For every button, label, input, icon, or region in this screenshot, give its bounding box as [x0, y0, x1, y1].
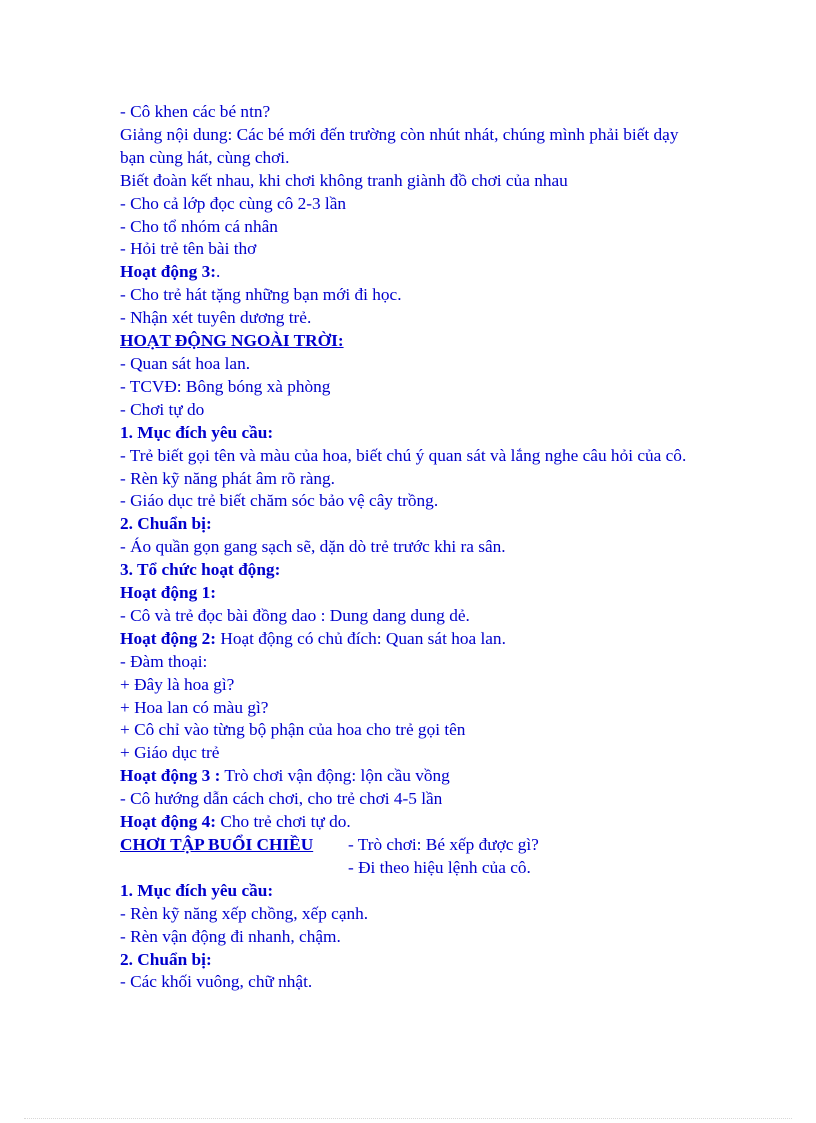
text-line: - Cho tổ nhóm cá nhân [120, 216, 278, 236]
text-line: - Đàm thoại: [120, 651, 208, 671]
text-line: - Nhận xét tuyên dương trẻ. [120, 308, 312, 328]
text-line: - Chơi tự do [120, 399, 205, 419]
text-line: - Rèn kỹ năng xếp chồng, xếp cạnh. [120, 903, 369, 923]
text-line: - Cho trẻ hát tặng những bạn mới đi học. [120, 285, 402, 305]
text-line: - Cô hướng dẫn cách chơi, cho trẻ chơi 4-5 lần [120, 789, 443, 809]
text-line: + Đây là hoa gì? [120, 674, 235, 694]
afternoon-section [120, 834, 740, 880]
activity-label: Hoạt động 3: [120, 262, 217, 282]
activity-label: Hoạt động 4: [120, 812, 217, 832]
text-line: - Đi theo hiệu lệnh của cô. [348, 857, 531, 877]
afternoon-title-col [120, 834, 348, 880]
text-line: - Rèn vận động đi nhanh, chậm. [120, 926, 341, 946]
activity-heading [120, 261, 740, 284]
text-line: - TCVĐ: Bông bóng xà phòng [120, 376, 331, 396]
text-line: + Hoa lan có màu gì? [120, 697, 269, 717]
text-line: - Các khối vuông, chữ nhật. [120, 972, 313, 992]
text-line: - Cô khen các bé ntn? [120, 102, 271, 121]
activity-line [120, 765, 740, 788]
activity-line [120, 811, 740, 834]
text-line: - Áo quần gọn gang sạch sẽ, dặn dò trẻ trước khi ra sân. [120, 537, 506, 557]
subsection-heading: 1. Mục đích yêu cầu: [120, 880, 274, 900]
text-line: - Trò chơi: Bé xếp được gì? [348, 835, 539, 854]
document-page [120, 101, 740, 994]
text-line: + Cô chỉ vào từng bộ phận của hoa cho trẻ gọi tên [120, 720, 466, 740]
activity-line [120, 628, 740, 651]
activity-text: Trò chơi vận động: lộn cầu vồng [220, 766, 450, 786]
text-line: - Hỏi trẻ tên bài thơ [120, 239, 257, 259]
subsection-heading: 3. Tổ chức hoạt động: [120, 560, 281, 580]
activity-heading: Hoạt động 1: [120, 583, 217, 603]
activity-label: Hoạt động 3 : [120, 766, 221, 786]
activity-text: Hoạt động có chủ đích: Quan sát hoa lan. [216, 628, 506, 648]
text-line: Biết đoàn kết nhau, khi chơi không tranh giành đồ chơi của nhau [120, 170, 568, 190]
text-line: - Cô và trẻ đọc bài đồng dao : Dung dang dung dẻ. [120, 605, 470, 625]
page-bottom-divider [24, 1118, 792, 1119]
afternoon-items-col [348, 834, 740, 880]
activity-text: Cho trẻ chơi tự do. [216, 812, 351, 832]
text-line: - Giáo dục trẻ biết chăm sóc bảo vệ cây trồng. [120, 491, 439, 511]
text-line: + Giáo dục trẻ [120, 743, 220, 763]
text-paragraph: Giảng nội dung: Các bé mới đến trường còn nhút nhát, chúng mình phải biết dạy bạn cùng hát, cùng chơi. [120, 124, 679, 167]
activity-label: Hoạt động 2: [120, 628, 217, 648]
subsection-heading: 2. Chuẩn bị: [120, 949, 212, 969]
section-title-afternoon: CHƠI TẬP BUỔI CHIỀU [120, 835, 314, 854]
text-paragraph: - Trẻ biết gọi tên và màu của hoa, biết chú ý quan sát và lắng nghe câu hỏi của cô. [120, 445, 687, 465]
text-line: - Rèn kỹ năng phát âm rõ ràng. [120, 468, 335, 488]
subsection-heading: 1. Mục đích yêu cầu: [120, 422, 274, 442]
text-line: - Cho cả lớp đọc cùng cô 2-3 lần [120, 193, 347, 213]
text-line: - Quan sát hoa lan. [120, 353, 251, 373]
subsection-heading: 2. Chuẩn bị: [120, 514, 212, 534]
activity-tail: . [216, 262, 221, 282]
section-title-outdoor: HOẠT ĐỘNG NGOÀI TRỜI: [120, 331, 344, 351]
